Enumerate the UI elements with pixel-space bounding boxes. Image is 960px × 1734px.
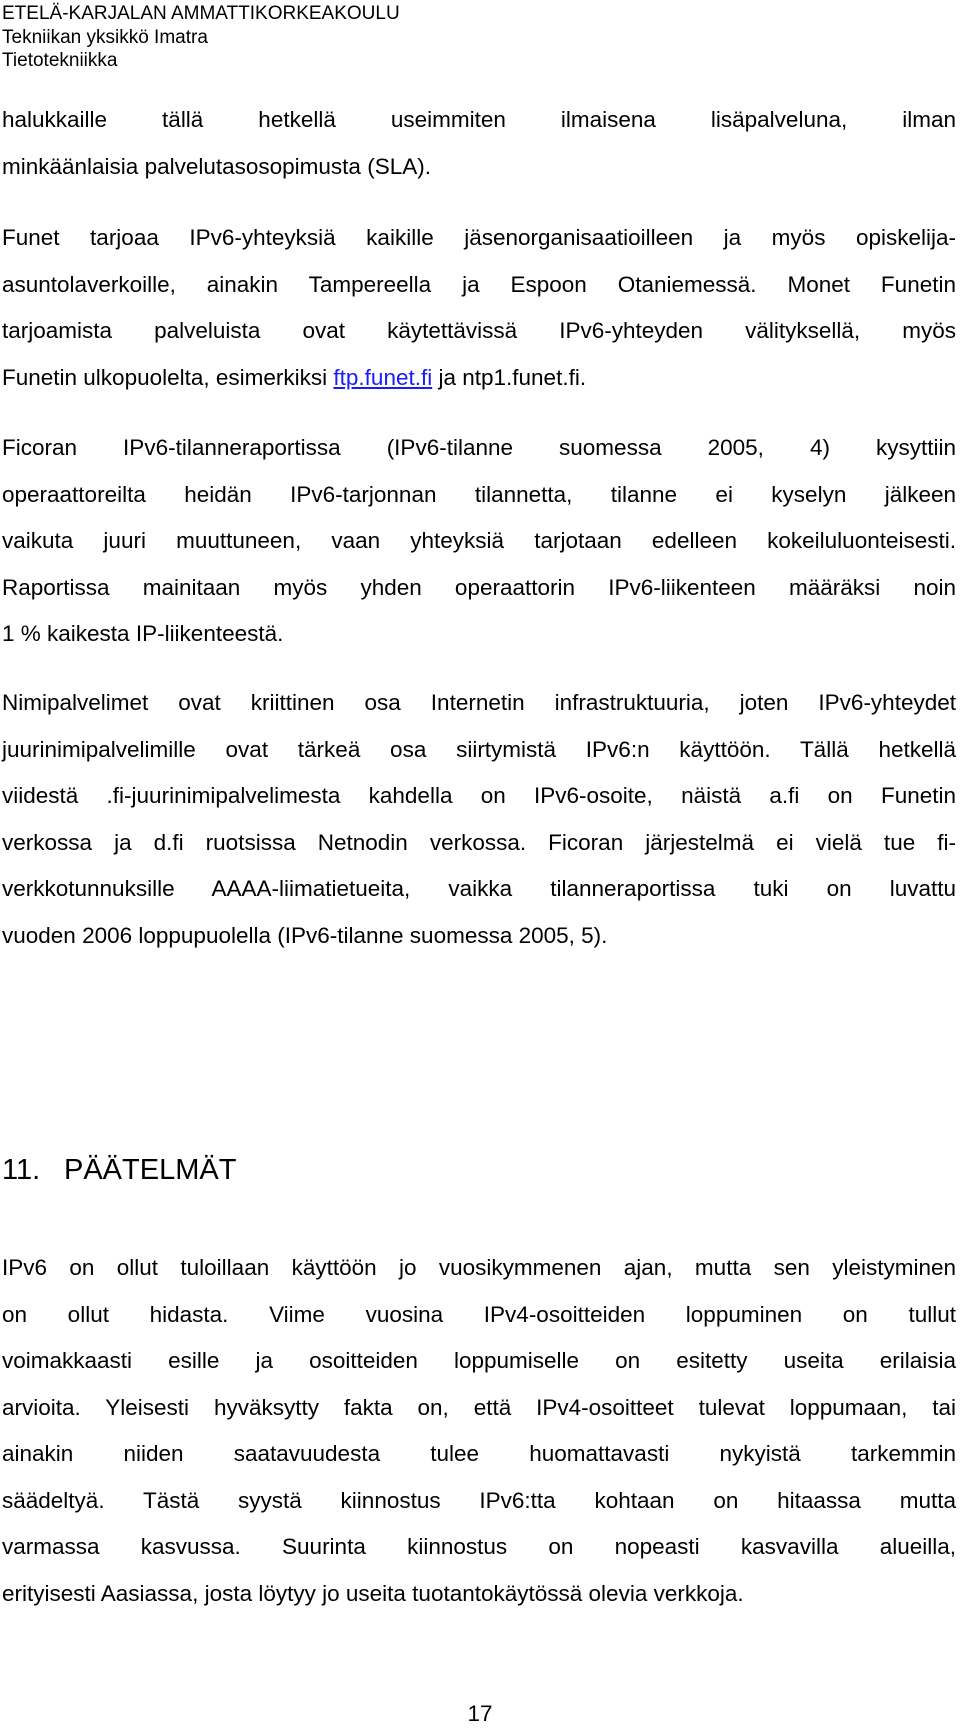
text-line: tarjoamista palveluista ovat käytettävissä IPv6-yhteyden välityksellä, myös [2, 318, 956, 343]
text-fragment: Funetin ulkopuolelta, esimerkiksi [2, 364, 334, 390]
text-line: on ollut hidasta. Viime vuosina IPv4-osoitteiden loppuminen on tullut [2, 1301, 956, 1327]
text-line: voimakkaasti esille ja osoitteiden loppumiselle on esitetty useita erilaisia [2, 1348, 956, 1373]
text-line: verkossa ja d.fi ruotsissa Netnodin verkossa. Ficoran järjestelmä ei vielä tue fi- [2, 829, 956, 855]
text-line: minkäänlaisia palvelutasosopimusta (SLA). [2, 153, 431, 179]
paragraph-funet [2, 215, 956, 401]
page-number: 17 [467, 1701, 493, 1726]
text-line: verkkotunnuksille AAAA-liimatietueita, vaikka tilanneraportissa tuki on luvattu [2, 876, 956, 901]
section-title: PÄÄTELMÄT [64, 1154, 237, 1186]
text-line: 1 % kaikesta IP-liikenteestä. [2, 621, 284, 646]
document-header [2, 2, 400, 73]
text-fragment: ja ntp1.funet.fi. [432, 364, 587, 390]
paragraph-nameservers [2, 680, 956, 959]
text-line: Raportissa mainitaan myös yhden operaattorin IPv6-liikenteen määräksi noin [2, 574, 956, 600]
text-line: Funet tarjoaa IPv6-yhteyksiä kaikille jäsenorganisaatioilleen ja myös opiskelija- [2, 225, 956, 250]
ftp-funet-link[interactable]: ftp.funet.fi [333, 364, 433, 390]
header-program: Tietotekniikka [2, 50, 118, 71]
text-line: varmassa kasvussa. Suurinta kiinnostus on nopeasti kasvavilla alueilla, [2, 1534, 956, 1559]
text-line: Ficoran IPv6-tilanneraportissa (IPv6-tilanne suomessa 2005, 4) kysyttiin [2, 435, 956, 460]
section-heading [2, 1152, 236, 1188]
paragraph-ficora-report [2, 425, 956, 658]
text-line: ainakin niiden saatavuudesta tulee huomattavasti nykyistä tarkemmin [2, 1441, 956, 1466]
text-line: vuoden 2006 loppupuolella (IPv6-tilanne suomessa 2005, 5). [2, 922, 608, 948]
section-number: 11. [2, 1154, 41, 1186]
text-line: erityisesti Aasiassa, josta löytyy jo useita tuotantokäytössä olevia verkkoja. [2, 1580, 744, 1606]
paragraph-conclusion [2, 1245, 956, 1617]
paragraph-sla [2, 97, 956, 190]
text-line: Nimipalvelimet ovat kriittinen osa Internetin infrastruktuuria, joten IPv6-yhteydet [2, 690, 956, 715]
text-line: operaattoreilta heidän IPv6-tarjonnan tilannetta, tilanne ei kyselyn jälkeen [2, 481, 956, 507]
text-line: säädeltyä. Tästä syystä kiinnostus IPv6:tta kohtaan on hitaassa mutta [2, 1487, 956, 1513]
text-line [2, 355, 956, 402]
text-line: viidestä .fi-juurinimipalvelimesta kahdella on IPv6-osoite, näistä a.fi on Funetin [2, 783, 956, 808]
header-unit: Tekniikan yksikkö Imatra [2, 26, 208, 48]
text-line: halukkaille tällä hetkellä useimmiten ilmaisena lisäpalveluna, ilman [2, 107, 956, 132]
header-institution: ETELÄ-KARJALAN AMMATTIKORKEAKOULU [2, 3, 400, 24]
text-line: juurinimipalvelimille ovat tärkeä osa siirtymistä IPv6:n käyttöön. Tällä hetkellä [2, 736, 956, 762]
text-line: vaikuta juuri muuttuneen, vaan yhteyksiä tarjotaan edelleen kokeiluluonteisesti. [2, 528, 956, 553]
text-line: asuntolaverkoille, ainakin Tampereella ja Espoon Otaniemessä. Monet Funetin [2, 271, 956, 297]
text-line: IPv6 on ollut tuloillaan käyttöön jo vuosikymmenen ajan, mutta sen yleistyminen [2, 1255, 956, 1280]
text-line: arvioita. Yleisesti hyväksytty fakta on, että IPv4-osoitteet tulevat loppumaan, tai [2, 1394, 956, 1420]
